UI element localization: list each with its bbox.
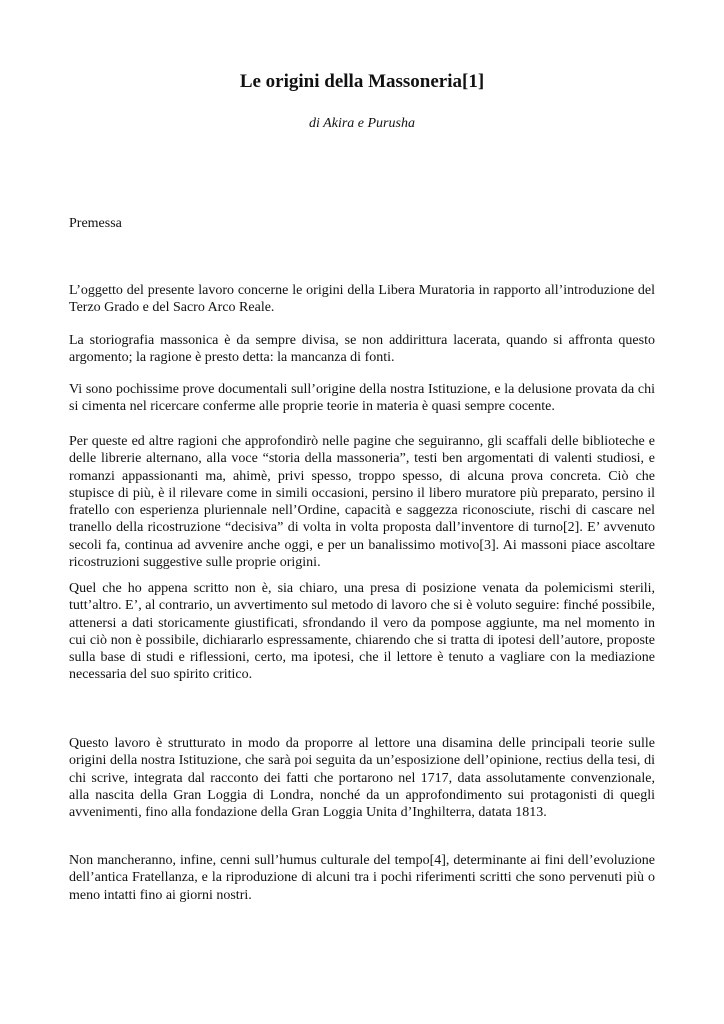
paragraph-2: La storiografia massonica è da sempre divisa, se non addirittura lacerata, quando si affronta questo argomento; la ragione è presto detta: la mancanza di fonti. (69, 333, 655, 366)
document-author: di Akira e Purusha (309, 116, 415, 131)
paragraph-1: L’oggetto del presente lavoro concerne le origini della Libera Muratoria in rapporto all’introduzione del Terzo Grado e del Sacro Arco Reale. (69, 283, 655, 316)
document-title: Le origini della Massoneria[1] (239, 71, 485, 92)
paragraph-6: Questo lavoro è strutturato in modo da proporre al lettore una disamina delle principali teorie sulle origini della nostra Istituzione, che sarà poi seguita da un’esposizione dell’opinione, rectius della tesi, di chi scrive, integrata dal racconto dei fatti che portarono nel 1717, data assolutamente convenzionale, alla nascita della Gran Loggia di Londra, nonché da un approfondimento sui protagonisti di quegli avvenimenti, fino alla fondazione della Gran Loggia Unita d’Inghilterra, datata 1813. (69, 736, 655, 821)
paragraph-4: Per queste ed altre ragioni che approfondirò nelle pagine che seguiranno, gli scaffali delle biblioteche e delle librerie alternano, alla voce “storia della massoneria”, testi ben argomentati di valenti studiosi, e romanzi appassionanti ma, ahimè, privi spesso, troppo spesso, di alcuna prova concreta. Ciò che stupisce di più, è il rilevare come in simili occasioni, persino il libero muratore più preparato, persino il fratello con esperienza pluriennale nell’Ordine, capacità e saggezza riconosciute, rischi di cascare nel tranello della ricostruzione “decisiva” di volta in volta proposta dall’inventore di turno[2]. E’ avvenuto secoli fa, continua ad avvenire anche oggi, e per un banalissimo motivo[3]. Ai massoni piace ascoltare ricostruzioni suggestive sulle proprie origini. (69, 434, 655, 571)
section-heading: Premessa (69, 216, 122, 231)
paragraph-7: Non mancheranno, infine, cenni sull’humus culturale del tempo[4], determinante ai fini dell’evoluzione dell’antica Fratellanza, e la riproduzione di alcuni tra i pochi riferimenti scritti che sono pervenuti più o meno intatti fino ai giorni nostri. (69, 853, 655, 903)
paragraph-5: Quel che ho appena scritto non è, sia chiaro, una presa di posizione venata da polemicismi sterili, tutt’altro. E’, al contrario, un avvertimento sul metodo di lavoro che si è voluto seguire: finché possibile, attenersi a dati storicamente giustificati, sfrondando il vero da pompose aggiunte, ma nel momento in cui ciò non è possibile, dichiararlo espressamente, chiarendo che si tratta di ipotesi dell’autore, proposte sulla base di studi e riflessioni, certo, ma ipotesi, che il lettore è tenuto a vagliare con la mediazione necessaria del suo spirito critico. (69, 581, 655, 683)
paragraph-3: Vi sono pochissime prove documentali sull’origine della nostra Istituzione, e la delusione provata da chi si cimenta nel ricercare conferme alle proprie teorie in materia è quasi sempre cocente. (69, 382, 655, 415)
